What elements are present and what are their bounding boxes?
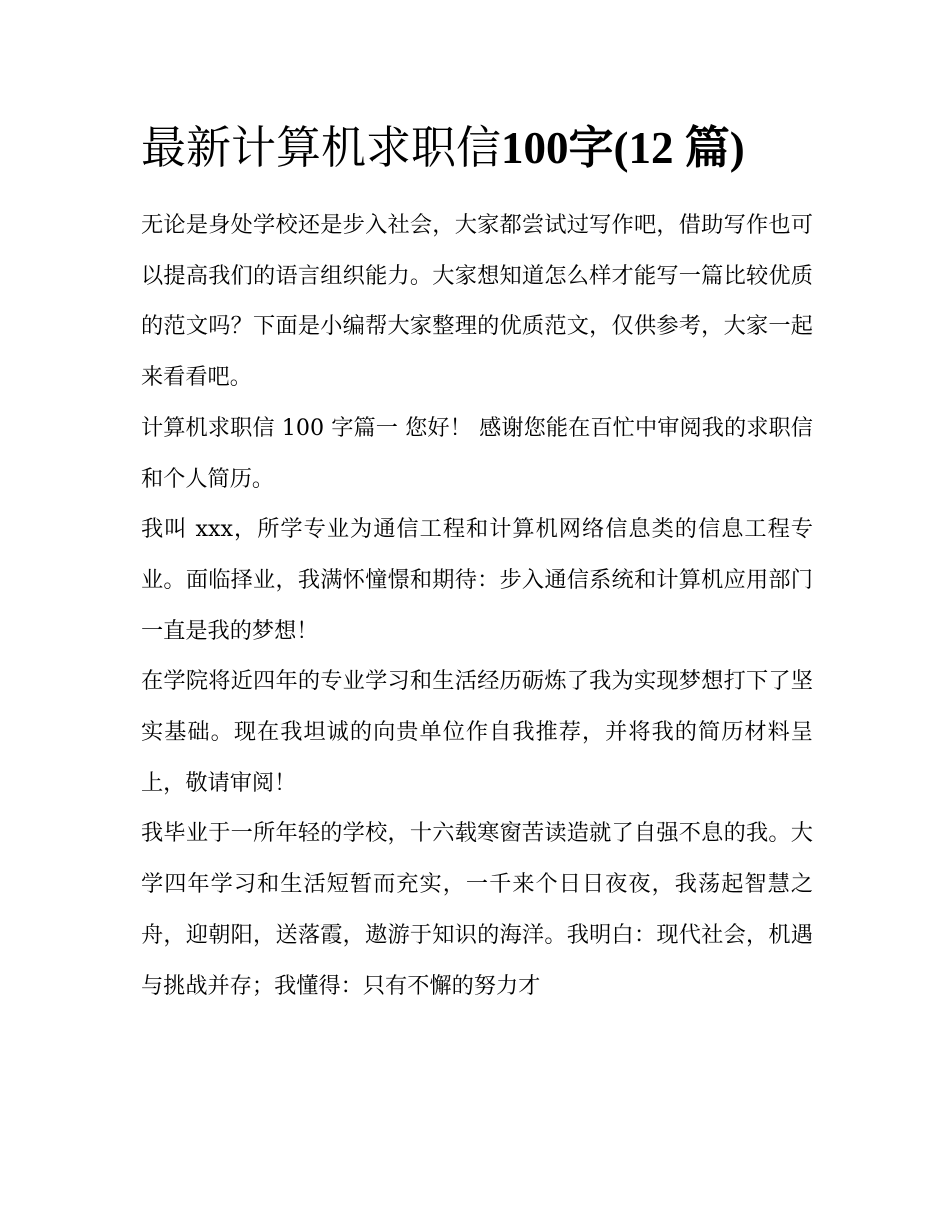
intro-paragraph: 无论是身处学校还是步入社会，大家都尝试过写作吧，借助写作也可以提高我们的语言组织能力。大家想知道怎么样才能写一篇比较优质的范文吗？下面是小编帮大家整理的优质范文，仅供参考，大家一起来看看吧。 [141, 212, 813, 391]
title-number: 100 [501, 123, 569, 173]
document-title [141, 112, 813, 184]
title-chinese: 最新计算机求职信 [141, 121, 502, 174]
body-paragraph: 我毕业于一所年轻的学校，十六载寒窗苦读造就了自强不息的我。大学四年学习和生活短暂而充实，一千来个日日夜夜，我荡起智慧之舟，迎朝阳，送落霞，遨游于知识的海洋。我明白：现代社会，机遇与挑战并存；我懂得：只有不懈的努力才 [141, 820, 813, 999]
body-paragraph: 在学院将近四年的专业学习和生活经历砺炼了我为实现梦想打下了坚实基础。现在我坦诚的向贵单位作自我推荐，并将我的简历材料呈上，敬请审阅！ [141, 668, 813, 796]
body-paragraph: 我叫 xxx，所学专业为通信工程和计算机网络信息类的信息工程专业。面临择业，我满怀憧憬和期待：步入通信系统和计算机应用部门一直是我的梦想！ [141, 516, 813, 644]
document-content [141, 112, 813, 1011]
body-paragraph: 计算机求职信 100 字篇一 您好！ 感谢您能在百忙中审阅我的求职信和个人简历。 [141, 414, 813, 492]
title-suffix: 字(12 篇) [568, 123, 745, 173]
